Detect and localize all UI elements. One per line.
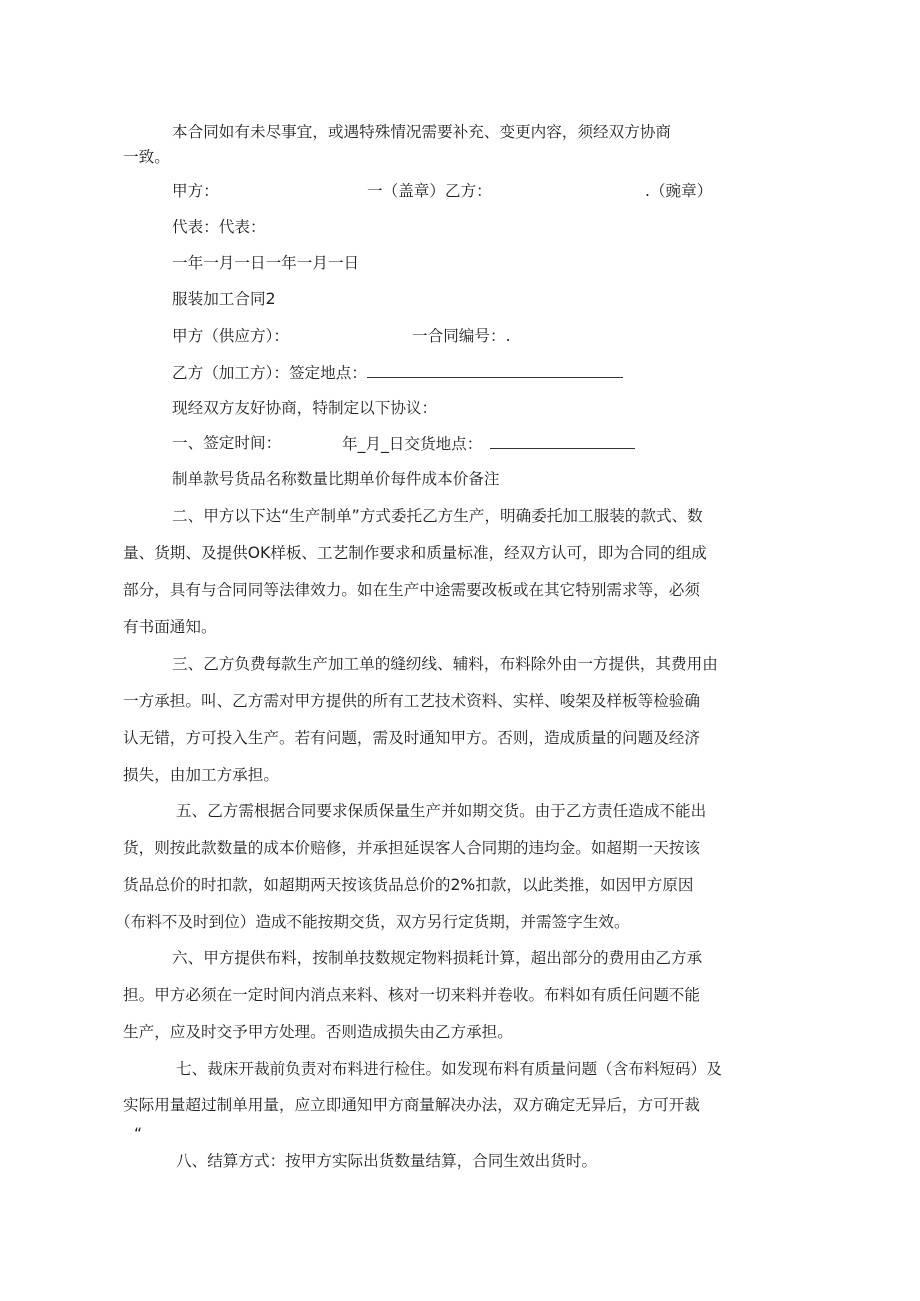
clause-2-line-4: 有书面通知。 bbox=[123, 618, 217, 636]
date-delivery-label: 年_月_日交货地点： bbox=[342, 435, 483, 453]
clause-3-line-2: 一方承担。叫、乙方需对甲方提供的所有工艺技术资料、实样、唆架及样板等检验确 bbox=[123, 692, 700, 710]
clause-7-line-1: 七、裁床开裁前负责对布料进行检住。如发现布料有质量问题（含布料短码）及 bbox=[176, 1060, 722, 1078]
signature-dates-line: 一年一月一日一年一月一日 bbox=[172, 254, 360, 272]
clause-8-line: 八、结算方式：按甲方实际出货数量结算，合同生效出货时。 bbox=[176, 1152, 598, 1170]
clause-6-line-3: 生产，应及时交予甲方处理。否则造成损失由乙方承担。 bbox=[123, 1023, 513, 1041]
contract-title: 服装加工合同2 bbox=[172, 290, 276, 308]
date-delivery-row bbox=[342, 433, 662, 454]
delivery-place-field[interactable] bbox=[490, 433, 635, 449]
clause-7-line-2: 实际用量超过制单用量，应立即通知甲方商量解决办法，双方确定无异后，方可开裁 bbox=[123, 1096, 700, 1114]
processor-row bbox=[172, 362, 832, 383]
clause-5-line-2: 货，则按此款数量的成本价赔修，并承担延误客人合同期的违均金。如超期一天按该 bbox=[123, 839, 700, 857]
signing-place-field[interactable] bbox=[367, 362, 623, 378]
clause-6-line-1: 六、甲方提供布料，按制单技数规定物料损耗计算，超出部分的费用由乙方承 bbox=[172, 949, 703, 967]
clause-6-line-2: 担。甲方必须在一定时间内消点来料、核对一切来料并卷收。布料如有质任问题不能 bbox=[123, 986, 700, 1004]
intro-line: 现经双方友好协商，特制定以下协议： bbox=[172, 399, 438, 417]
representatives-line: 代表：代表： bbox=[172, 218, 266, 236]
clause-supplement-line-2: 一致。 bbox=[123, 148, 170, 166]
clause-5-line-3: 货品总价的时扣款，如超期两天按该货品总价的2%扣款，以此类推，如因甲方原因 bbox=[123, 876, 694, 894]
seal-b-label: .（豌章） bbox=[645, 182, 713, 200]
clause-2-line-3: 部分，具有与合同同等法律效力。如在生产中途需要改板或在其它特别需求等，必须 bbox=[123, 581, 700, 599]
contract-number-label: 一合同编号：. bbox=[412, 327, 511, 345]
clause-3-line-3: 认无错，方可投入生产。若有问题，需及时通知甲方。否则，造成质量的问题及经济 bbox=[123, 729, 700, 747]
supplier-label: 甲方（供应方）： bbox=[172, 327, 289, 345]
clause-3-line-4: 损失，由加工方承担。 bbox=[123, 766, 279, 784]
clause-2-line-1: 二、甲方以下达“生产制单”方式委托乙方生产，明确委托加工服装的款式、数 bbox=[172, 507, 703, 525]
clause-2-line-2: 量、货期、及提供OK样板、工艺制作要求和质量标准，经双方认可，即为合同的组成 bbox=[123, 544, 707, 562]
order-table-header: 制单款号货品名称数量比期单价每件成本价备注 bbox=[172, 470, 500, 488]
processor-label: 乙方（加工方）：签定地点： bbox=[172, 364, 367, 382]
seal-a-label: 一（盖章）乙方： bbox=[367, 182, 492, 200]
clause-7-line-3: “ bbox=[134, 1125, 143, 1143]
sign-time-label: 一、签定时间： bbox=[172, 434, 282, 452]
party-a-label: 甲方： bbox=[172, 182, 219, 200]
clause-5-line-4: （布料不及时到位）造成不能按期交货，双方另行定货期，并需签字生效。 bbox=[115, 913, 630, 931]
clause-3-line-1: 三、乙方负费每款生产加工单的缝纫线、辅料，布料除外由一方提供，其费用由 bbox=[172, 655, 718, 673]
clause-5-line-1: 五、乙方需根据合同要求保质保量生产并如期交货。由于乙方责任造成不能出 bbox=[176, 802, 707, 820]
clause-supplement-line-1: 本合同如有未尽事宜，或遇特殊情况需要补充、变更内容，须经双方协商 bbox=[172, 123, 672, 141]
